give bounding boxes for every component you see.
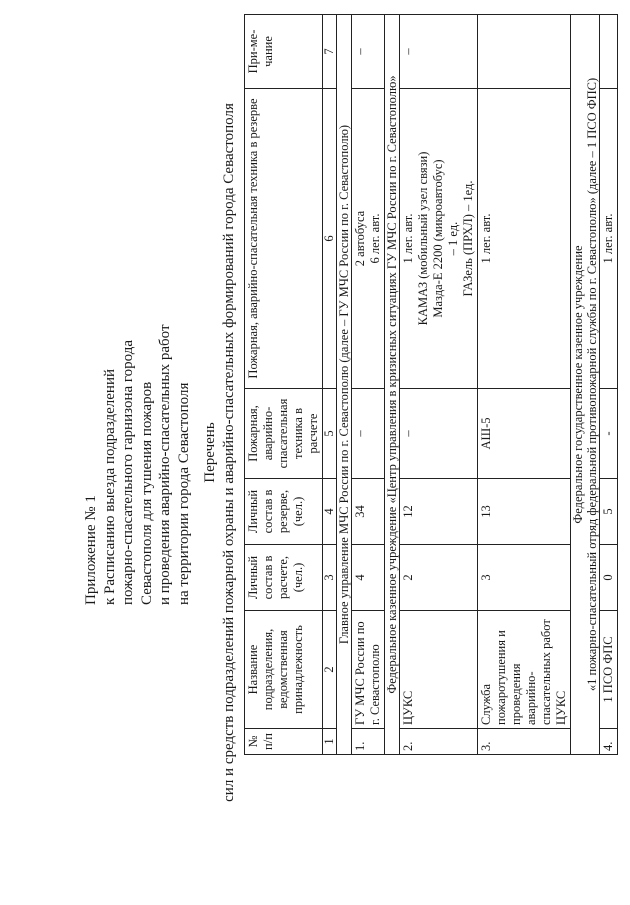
row-equip-reserve: [400, 89, 478, 389]
row-equip-reserve: 1 лег. авт.: [600, 89, 618, 389]
equip-reserve-line: Мазда-Е 2200 (микроавтобус): [431, 159, 445, 318]
row-note: –: [352, 15, 385, 89]
row-note: [478, 15, 571, 89]
row-name: ГУ МЧС России по г. Севастополю: [352, 611, 385, 729]
header-note: При-ме-чание: [245, 15, 323, 89]
equip-reserve-line: 2 автобуса: [353, 210, 367, 267]
row-equip: –: [400, 389, 478, 479]
header-crew: Личный состав в расчете, (чел.): [245, 545, 323, 611]
header-name: Название подразделения, ведомственная принадлежность: [245, 611, 323, 729]
section-title-line: «1 пожарно-спасательный отряд федеральной противопожарной службы по г. Севастополю» (далее – 1 ПСО ФПС): [585, 77, 599, 692]
header-num: № п/п: [245, 729, 323, 755]
header-equip: Пожарная, аварийно-спасательная техника в расчете: [245, 389, 323, 479]
row-num: 4.: [600, 729, 618, 755]
row-crew: 2: [400, 545, 478, 611]
appendix-line: пожарно-спасательного гарнизона города: [120, 339, 136, 605]
section-title: Главное управление МЧС России по г. Севастополю (далее – ГУ МЧС России по г. Севастополю): [337, 15, 352, 755]
section-row: [571, 15, 600, 755]
col-number: 4: [323, 479, 337, 545]
row-equip: –: [352, 389, 385, 479]
section-title-line: Федеральное государственное казенное учреждение: [571, 245, 585, 524]
section-row: [385, 15, 400, 755]
col-number: 1: [323, 729, 337, 755]
header-reserve: Личный состав в резерве, (чел.): [245, 479, 323, 545]
row-reserve: 12: [400, 479, 478, 545]
row-crew: 0: [600, 545, 618, 611]
column-number-row: [323, 15, 337, 755]
section-row: [337, 15, 352, 755]
col-number: 3: [323, 545, 337, 611]
table-row: [478, 15, 571, 755]
row-equip-reserve: [352, 89, 385, 389]
document-title: Перечень: [202, 422, 218, 483]
equip-reserve-line: 1 лег. авт.: [401, 213, 415, 264]
row-reserve: 13: [478, 479, 571, 545]
equip-reserve-line: – 1 ед.: [446, 221, 460, 256]
section-title: [571, 15, 600, 755]
appendix-block: [82, 45, 193, 605]
equip-reserve-line: ГАЗель (ПРХЛ) – 1ед.: [461, 180, 475, 297]
equip-reserve-line: КАМАЗ (мобильный узел связи): [416, 151, 430, 326]
row-name: ЦУКС: [400, 611, 478, 729]
row-equip-reserve: 1 лег. авт.: [478, 89, 571, 389]
table-row: [400, 15, 478, 755]
row-name: 1 ПСО ФПС: [600, 611, 618, 729]
row-crew: 4: [352, 545, 385, 611]
col-number: 7: [323, 15, 337, 89]
header-row: [245, 15, 323, 755]
equip-reserve-line: 6 лег. авт.: [368, 213, 382, 264]
appendix-line: Приложение № 1: [83, 495, 99, 605]
col-number: 5: [323, 389, 337, 479]
section-title: Федеральное казенное учреждение «Центр управления в кризисных ситуациях ГУ МЧС России по г. Севастополю»: [385, 15, 400, 755]
forces-table: [244, 14, 618, 755]
row-equip: АШ-5: [478, 389, 571, 479]
appendix-line: к Расписанию выезда подразделений: [101, 368, 118, 605]
document-subtitle: сил и средств подразделений пожарной охраны и аварийно-спасательных формирований города Севастополя: [221, 103, 237, 802]
table-row: [352, 15, 385, 755]
col-number: 6: [323, 89, 337, 389]
appendix-line: и проведения аварийно-спасательных работ: [157, 324, 173, 605]
row-name: Служба пожаротушения и проведения аварийно-спасательных работ ЦУКС: [478, 611, 571, 729]
header-equip-reserve: Пожарная, аварийно-спасательная техника в резерве: [245, 89, 323, 389]
table-row: [600, 15, 618, 755]
row-num: 3.: [478, 729, 571, 755]
row-num: 2.: [400, 729, 478, 755]
row-reserve: 34: [352, 479, 385, 545]
row-num: 1.: [352, 729, 385, 755]
row-reserve: 5: [600, 479, 618, 545]
row-note: [600, 15, 618, 89]
row-crew: 3: [478, 545, 571, 611]
appendix-line: на территории города Севастополя: [175, 382, 192, 605]
col-number: 2: [323, 611, 337, 729]
row-note: –: [400, 15, 478, 89]
appendix-line: Севастополя для тушения пожаров: [138, 381, 155, 605]
row-equip: -: [600, 389, 618, 479]
